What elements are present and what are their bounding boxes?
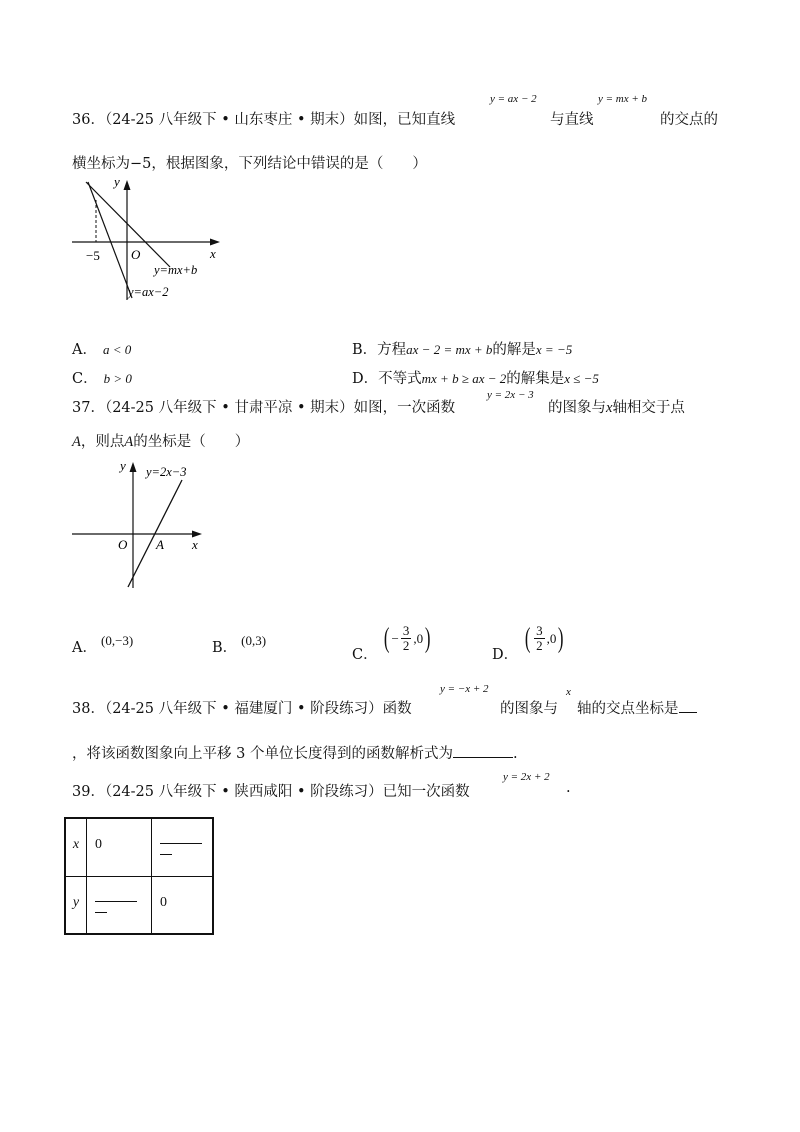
- q37-tail: 轴相交于点: [612, 400, 685, 416]
- q38-tail-text: 轴的交点坐标是: [577, 701, 679, 717]
- point-a-2: A: [124, 434, 134, 450]
- frac-den: 2: [536, 638, 543, 654]
- q36-tail: 的交点的: [660, 112, 718, 128]
- option-letter: D．: [492, 646, 519, 663]
- y-label: y: [120, 458, 126, 473]
- line2-label: y=ax−2: [128, 285, 169, 299]
- q36-option-b[interactable]: [352, 338, 572, 359]
- q38-xvar: x: [566, 686, 571, 698]
- q37-option-d[interactable]: [492, 622, 566, 666]
- q37-line2-tail: 的坐标是（ ）: [133, 434, 250, 450]
- header-x: x: [65, 818, 87, 876]
- header-y: y: [65, 876, 87, 934]
- option-letter: A．: [72, 342, 97, 358]
- option-letter: C．: [352, 646, 378, 663]
- q39-eq: y = 2x + 2: [503, 771, 550, 783]
- q36-option-a[interactable]: [72, 338, 131, 359]
- q37-option-b[interactable]: [212, 633, 267, 657]
- q38-eq: y = −x + 2: [440, 683, 489, 695]
- q39-source: （24-25 八年级下 • 陕西咸阳 • 阶段练习）已知一次函数: [104, 784, 470, 800]
- q36-graph: [70, 172, 230, 304]
- q39-number: 39．: [72, 784, 105, 800]
- cell-y-0: 0: [152, 876, 214, 934]
- option-d-tail: ,0: [546, 630, 557, 646]
- option-d-mid: 的解集是: [506, 371, 565, 387]
- q36-option-d[interactable]: [352, 367, 599, 388]
- q38-period: .: [512, 746, 518, 762]
- q39-line1: [72, 780, 470, 801]
- frac-den: 2: [402, 638, 410, 654]
- point-a: A: [72, 434, 81, 450]
- frac-num: 3: [536, 623, 543, 638]
- q37-number: 37．: [72, 400, 105, 416]
- option-b-pre: 方程: [377, 342, 407, 358]
- option-letter: C．: [72, 371, 98, 387]
- q36-mid: 与直线: [550, 112, 594, 128]
- line1-label: y=mx+b: [154, 263, 198, 277]
- cell-x-0: 0: [87, 818, 152, 876]
- cell-y-blank[interactable]: [87, 876, 152, 934]
- q36-line1: [72, 108, 455, 129]
- option-letter: A．: [72, 640, 97, 656]
- q36-option-c[interactable]: [72, 367, 132, 388]
- neg5-label: −5: [86, 248, 100, 263]
- origin-label: O: [131, 247, 141, 262]
- option-letter: D．: [352, 371, 379, 387]
- option-c-tail: ,0: [413, 630, 424, 646]
- line-ax-2: [88, 182, 132, 298]
- q36-eq1: y = ax − 2: [490, 93, 537, 105]
- q38-mid: 的图象与: [500, 701, 558, 717]
- q38-number: 38．: [72, 701, 105, 717]
- q38-line2: [72, 742, 518, 763]
- option-c-text: b > 0: [103, 371, 132, 386]
- line-label: y=2x−3: [146, 465, 187, 479]
- q38-blank-2[interactable]: [453, 743, 513, 758]
- option-c-frac: [401, 624, 412, 654]
- q37-line2: [72, 430, 249, 451]
- option-b-eq: ax − 2 = mx + b: [406, 342, 493, 357]
- option-b-text: (0,3): [241, 633, 267, 648]
- q38-line2-text: ，将该函数图象向上平移 3 个单位长度得到的函数解析式为: [72, 746, 453, 762]
- q38-line1: [72, 697, 412, 718]
- option-d-sol: x ≤ −5: [564, 371, 599, 386]
- cell-x-blank[interactable]: [152, 818, 214, 876]
- q38-blank-1[interactable]: [679, 698, 697, 713]
- q37-line1-tail: [548, 396, 685, 417]
- value-table: [64, 817, 214, 935]
- option-a-text: a < 0: [102, 342, 132, 357]
- q37-option-a[interactable]: [72, 633, 134, 657]
- q36-number: 36．: [72, 112, 105, 128]
- q36-source: （24-25 八年级下 • 山东枣庄 • 期末）如图，已知直线: [104, 112, 456, 128]
- q38-source: （24-25 八年级下 • 福建厦门 • 阶段练习）函数: [104, 701, 412, 717]
- y-label: y: [114, 174, 120, 189]
- q39-period: .: [566, 780, 571, 796]
- option-d-eq: mx + b ≥ ax − 2: [421, 371, 507, 386]
- option-b-mid: 的解是: [492, 342, 536, 358]
- option-c-expr: ( − $\frac{3}{2}$ ,0 ): [384, 622, 431, 654]
- q37-line2-text: ，则点: [80, 434, 125, 450]
- q37-xvar: x: [606, 400, 613, 416]
- q37-mid: 的图象与: [548, 400, 606, 416]
- y-axis-arrow: [124, 180, 131, 190]
- option-b-sol: x = −5: [535, 342, 573, 357]
- y-axis-arrow: [130, 462, 137, 472]
- option-d-expr: ( $\frac{3}{2}$ ,0 ): [524, 622, 564, 654]
- x-label: x: [192, 537, 198, 552]
- x-label: x: [210, 246, 216, 261]
- x-axis-arrow: [210, 239, 220, 246]
- option-d-frac: [534, 624, 545, 654]
- point-a-label: A: [156, 537, 164, 552]
- q37-source: （24-25 八年级下 • 甘肃平凉 • 期末）如图，一次函数: [104, 400, 456, 416]
- q37-line1: [72, 396, 455, 417]
- q37-graph: [70, 456, 210, 592]
- option-letter: B．: [212, 640, 238, 656]
- option-d-pre: 不等式: [378, 371, 422, 387]
- q36-line2: 横坐标为−5，根据图象，下列结论中错误的是（ ）: [72, 156, 427, 172]
- q38-tail: [577, 697, 697, 718]
- frac-num: 3: [402, 623, 410, 638]
- q37-eq: y = 2x − 3: [487, 389, 534, 401]
- option-c-sign: −: [391, 630, 399, 646]
- q37-option-c[interactable]: [352, 622, 432, 666]
- option-a-text: (0,−3): [100, 633, 134, 648]
- q36-eq2: y = mx + b: [598, 93, 648, 105]
- origin-label: O: [118, 537, 128, 552]
- option-letter: B．: [352, 342, 378, 358]
